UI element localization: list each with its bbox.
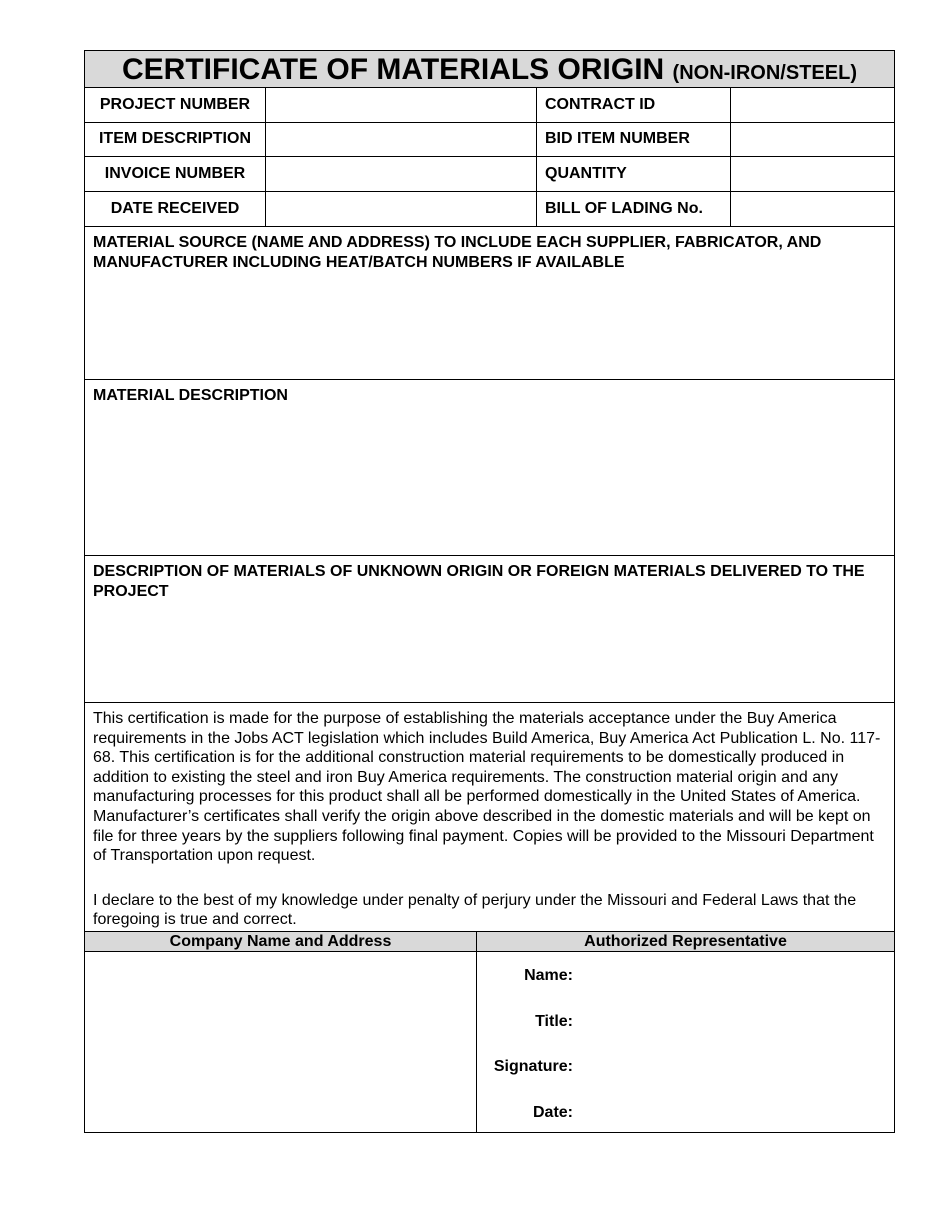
unknown-origin-section[interactable] bbox=[85, 556, 894, 702]
company-name-address-field[interactable] bbox=[85, 952, 476, 1132]
title-label: Title: bbox=[535, 1013, 573, 1030]
quantity-label: QUANTITY bbox=[545, 165, 627, 182]
contract-id-field[interactable] bbox=[731, 88, 894, 122]
quantity-field[interactable] bbox=[731, 157, 894, 191]
form-title bbox=[85, 51, 894, 88]
name-label: Name: bbox=[524, 967, 573, 984]
date-label: Date: bbox=[532, 1104, 573, 1121]
date-received-field[interactable] bbox=[266, 192, 536, 226]
material-description-label: MATERIAL DESCRIPTION bbox=[93, 387, 288, 404]
title-field[interactable] bbox=[577, 1009, 889, 1035]
signature-label: Signature: bbox=[493, 1058, 573, 1075]
invoice-number-label: INVOICE NUMBER bbox=[104, 165, 246, 182]
project-number-label: PROJECT NUMBER bbox=[99, 96, 251, 113]
form-title-sub: (NON-IRON/STEEL) bbox=[672, 62, 857, 84]
signature-field[interactable] bbox=[577, 1054, 889, 1080]
certification-statement bbox=[85, 703, 894, 931]
name-field[interactable] bbox=[577, 963, 889, 989]
bill-of-lading-field[interactable] bbox=[731, 192, 894, 226]
declaration-paragraph: I declare to the best of my knowledge under penalty of perjury under the Missouri and Federal Laws that the foregoing is true and correct. bbox=[93, 891, 857, 929]
column-divider bbox=[476, 931, 477, 1132]
date-field[interactable] bbox=[577, 1100, 889, 1126]
representative-header: Authorized Representative bbox=[477, 932, 894, 951]
contract-id-label: CONTRACT ID bbox=[545, 96, 656, 113]
company-header: Company Name and Address bbox=[85, 932, 476, 951]
material-source-section[interactable] bbox=[85, 227, 894, 379]
unknown-origin-label: DESCRIPTION OF MATERIALS OF UNKNOWN ORIGIN OR FOREIGN MATERIALS DELIVERED TO THE PROJECT bbox=[93, 563, 865, 600]
form-title-main: CERTIFICATE OF MATERIALS ORIGIN bbox=[122, 53, 665, 86]
date-received-label: DATE RECEIVED bbox=[110, 200, 240, 217]
invoice-number-field[interactable] bbox=[266, 157, 536, 191]
material-source-label: MATERIAL SOURCE (NAME AND ADDRESS) TO INCLUDE EACH SUPPLIER, FABRICATOR, AND MANUFACTURER INCLUDING HEAT/BATCH NUMBERS IF AVAILABLE bbox=[93, 234, 822, 271]
certification-paragraph: This certification is made for the purpose of establishing the materials acceptance under the Buy America requirements in the Jobs ACT legislation which includes Build America, Buy America Act Publication L. No. 117-68. This certification is for the additional construction material requirements to be domestically produced in addition to existing the steel and iron Buy America requirements. The construction material origin and any manufacturing processes for this product shall all be performed domestically in the United States of America. Manufacturer’s certificates shall verify the origin above described in the domestic materials and will be kept on file for three years by the suppliers following final payment. Copies will be provided to the Missouri Department of Transportation upon request. bbox=[93, 710, 881, 865]
bid-item-number-field[interactable] bbox=[731, 122, 894, 156]
bid-item-number-label: BID ITEM NUMBER bbox=[545, 130, 690, 147]
item-description-label: ITEM DESCRIPTION bbox=[98, 130, 251, 147]
project-number-field[interactable] bbox=[266, 88, 536, 122]
bill-of-lading-label: BILL OF LADING No. bbox=[545, 200, 703, 217]
certificate-form bbox=[84, 50, 895, 1133]
item-description-field[interactable] bbox=[266, 122, 536, 156]
material-description-section[interactable] bbox=[85, 380, 894, 555]
